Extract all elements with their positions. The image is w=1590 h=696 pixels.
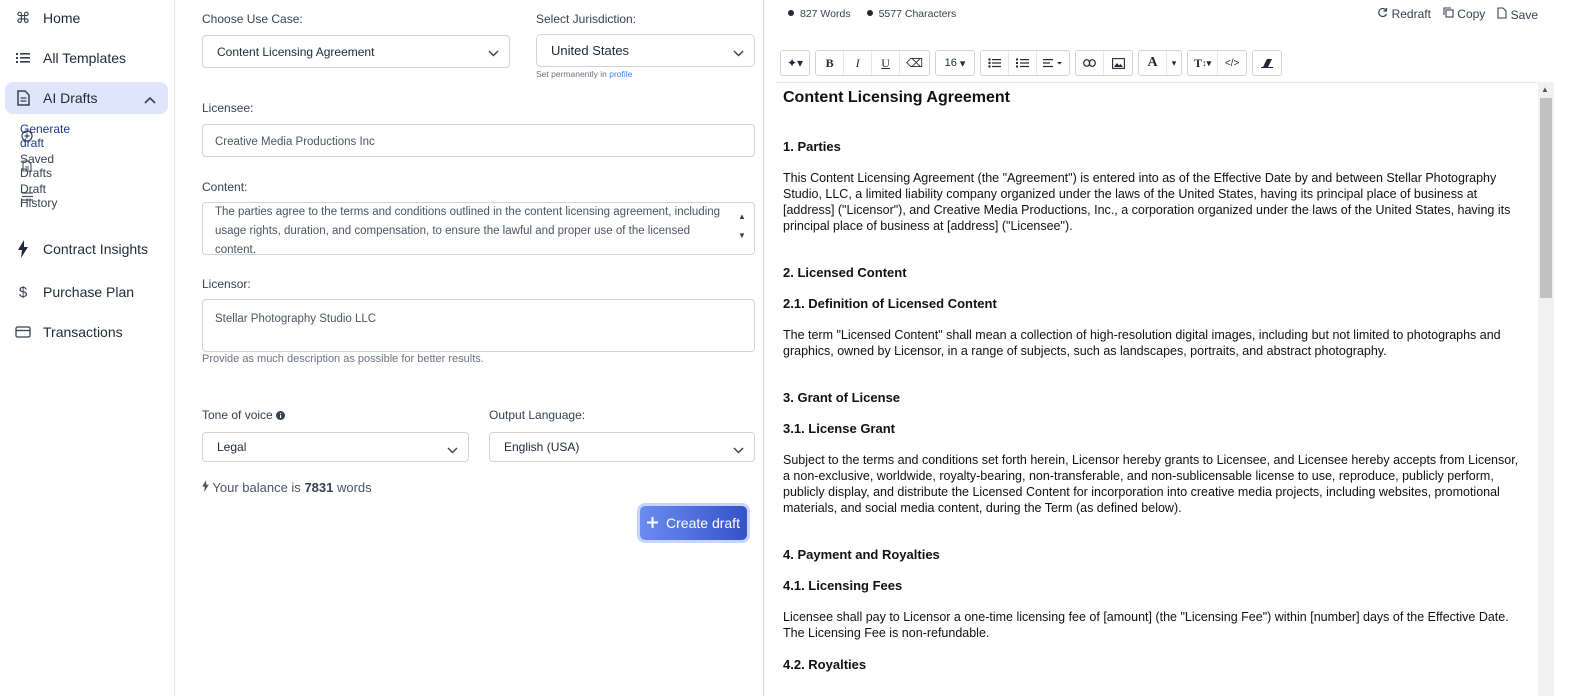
text-color-icon[interactable]: A xyxy=(1139,51,1167,75)
sidebar-item-purchase-plan[interactable] xyxy=(5,276,168,308)
sidebar-item-label: Home xyxy=(43,10,81,26)
tone-label xyxy=(202,408,285,422)
save-button[interactable] xyxy=(1497,7,1538,22)
jurisdiction-hint-text: Set permanently in xyxy=(536,69,607,79)
list-icon xyxy=(13,52,33,64)
word-count xyxy=(788,8,851,20)
text-style-icon[interactable]: T ↕▾ xyxy=(1188,51,1218,75)
balance-value: 7831 xyxy=(304,480,334,495)
document-title: Content Licensing Agreement xyxy=(783,89,1010,106)
licensor-textarea[interactable]: Stellar Photography Studio LLC xyxy=(202,299,755,352)
subsection-heading: 2.1. Definition of Licensed Content xyxy=(783,296,997,311)
sidebar-subitem-label: Generate draft xyxy=(20,122,71,150)
dollar-icon: $ xyxy=(18,283,28,301)
save-label: Save xyxy=(1510,8,1538,22)
toolbar-group-magic xyxy=(780,50,810,76)
jurisdiction-select[interactable] xyxy=(536,34,755,67)
section-heading: 2. Licensed Content xyxy=(783,265,907,280)
sidebar-subitem-label: Saved Drafts xyxy=(20,152,55,180)
use-case-value: Content Licensing Agreement xyxy=(217,44,375,59)
document-stats xyxy=(788,8,956,20)
plus-icon xyxy=(647,515,658,531)
content-label: Content: xyxy=(202,180,248,194)
sidebar xyxy=(0,0,175,696)
jurisdiction-label: Select Jurisdiction: xyxy=(536,12,637,26)
subsection-heading: 4.2. Royalties xyxy=(783,657,867,672)
tone-label-text: Tone of voice xyxy=(202,408,273,422)
sidebar-item-ai-drafts[interactable] xyxy=(5,82,168,114)
sidebar-item-label: Transactions xyxy=(43,324,123,340)
bolt-icon xyxy=(202,480,212,495)
eraser-icon[interactable] xyxy=(1253,51,1281,75)
language-label: Output Language: xyxy=(489,408,586,422)
sidebar-item-label: All Templates xyxy=(43,50,127,66)
redraft-button[interactable] xyxy=(1377,7,1431,22)
paragraph: The term "Licensed Content" shall mean a collection of high-resolution digital images, including but not limited to photographs and graphics, owned by Licensor, in a range of subjects, such as landscapes, portraits, and abstract photography. xyxy=(783,328,1501,358)
licensee-label: Licensee: xyxy=(202,101,254,115)
refresh-icon xyxy=(1377,7,1391,21)
strikethrough-icon[interactable]: ⌫ xyxy=(906,56,924,70)
subsection-heading: 3.1. License Grant xyxy=(783,421,895,436)
create-draft-label: Create draft xyxy=(666,515,740,531)
align-icon[interactable] xyxy=(1037,51,1069,75)
card-icon xyxy=(13,326,33,338)
numbered-list-icon[interactable] xyxy=(1009,51,1037,75)
sidebar-item-transactions[interactable] xyxy=(5,316,168,348)
bullet-list-icon[interactable] xyxy=(981,51,1009,75)
toolbar-group-clear xyxy=(1252,50,1282,76)
use-case-label: Choose Use Case: xyxy=(202,12,303,26)
copy-button[interactable] xyxy=(1443,7,1485,22)
chevron-down-icon xyxy=(733,45,744,60)
toolbar-group-size xyxy=(935,50,975,76)
chevron-down-icon xyxy=(447,443,458,457)
textarea-scrollbar[interactable]: ▲ ▼ xyxy=(738,212,746,240)
jurisdiction-value: United States xyxy=(551,43,630,58)
create-draft-button[interactable] xyxy=(640,506,747,540)
paragraph: This Content Licensing Agreement (the "Agreement") is entered into as of the Effective Date by and between Stellar Photography Studio, LLC, a limited liability company organized under the laws of the United States, having its principal place of business at [address] ("Licensor"), and Creative Media Productions, Inc., a corporation organized under the laws of the United States, having its principal place of business at [address] ("Licensee"). xyxy=(783,171,1511,233)
file-icon xyxy=(1497,8,1510,22)
font-size-value: 16 xyxy=(944,57,957,69)
balance-suffix: words xyxy=(336,480,372,495)
font-size-select[interactable]: 16 ▾ xyxy=(944,57,966,70)
sidebar-subitem-draft-history[interactable] xyxy=(20,182,58,210)
section-heading: 3. Grant of License xyxy=(783,390,901,405)
scrollbar-thumb[interactable] xyxy=(1540,98,1552,298)
sidebar-subitem-saved-drafts[interactable] xyxy=(20,152,55,180)
color-caret-icon[interactable]: ▾ xyxy=(1171,57,1177,68)
underline-icon[interactable]: U xyxy=(872,51,900,75)
sidebar-item-contract-insights[interactable] xyxy=(5,233,168,265)
italic-icon[interactable]: I xyxy=(844,51,872,75)
copy-icon xyxy=(1443,7,1457,21)
paragraph: Subject to the terms and conditions set forth herein, Licensor hereby grants to Licensee, and Licensee hereby accepts from Licensor, a non-exclusive, worldwide, royalty-bearing, non-transferable, and non-sublicensable license to use, reproduce, publicly perform, publicly display, and distribute the Licensed Content for incorporation into creative media projects, including websites, promotional materials, and social media content, during the Term (as defined below). xyxy=(783,453,1519,515)
image-icon[interactable] xyxy=(1104,51,1132,75)
word-count-text: 827 Words xyxy=(800,8,851,20)
tone-select[interactable] xyxy=(202,432,469,462)
scroll-up-icon[interactable]: ▲ xyxy=(1541,85,1549,94)
link-icon[interactable] xyxy=(1076,51,1104,75)
sidebar-item-all-templates[interactable] xyxy=(5,42,168,74)
subsection-heading: 4.1. Licensing Fees xyxy=(783,578,903,593)
toolbar-group-insert xyxy=(1075,50,1133,76)
toolbar-group-format xyxy=(815,50,930,76)
section-heading: 4. Payment and Royalties xyxy=(783,547,940,562)
licensor-label: Licensor: xyxy=(202,277,251,291)
language-select[interactable] xyxy=(489,432,755,462)
toolbar-group-lists xyxy=(980,50,1070,76)
magic-wand-icon[interactable]: ✦▾ xyxy=(787,56,804,70)
document-scrollbar[interactable] xyxy=(1538,82,1554,696)
toolbar-group-color xyxy=(1138,50,1182,76)
tone-value: Legal xyxy=(217,440,247,454)
content-text: The parties agree to the terms and conditions outlined in the content licensing agreement, including usage rights, duration, and compensation, to ensure the lawful and proper use of the licensed content. xyxy=(215,206,721,255)
document-icon xyxy=(13,90,33,106)
sidebar-item-label: Purchase Plan xyxy=(43,284,135,300)
section-heading: 1. Parties xyxy=(783,139,841,154)
balance-prefix: Your balance is xyxy=(212,480,301,495)
sidebar-item-home[interactable] xyxy=(5,2,168,34)
bolt-icon xyxy=(13,240,33,258)
sidebar-item-label: AI Drafts xyxy=(43,90,98,106)
chevron-down-icon xyxy=(733,443,744,457)
language-value: English (USA) xyxy=(504,440,580,454)
toolbar-group-style xyxy=(1187,50,1247,76)
paragraph: Licensee shall pay to Licensor a one-time licensing fee of [amount] (the "Licensing Fee") within [number] days of the Effective Date. The Licensing Fee is non-refundable. xyxy=(783,610,1509,640)
code-icon[interactable]: </> xyxy=(1224,57,1240,69)
sidebar-subitem-generate-draft[interactable] xyxy=(20,122,71,150)
sidebar-subitem-label: Draft History xyxy=(20,182,58,210)
chevron-down-icon xyxy=(488,46,499,60)
redraft-label: Redraft xyxy=(1391,7,1431,21)
copy-label: Copy xyxy=(1457,7,1486,21)
use-case-select[interactable] xyxy=(202,35,510,68)
description-hint: Provide as much description as possible for better results. xyxy=(202,353,484,365)
sidebar-item-label: Contract Insights xyxy=(43,241,149,257)
info-icon[interactable] xyxy=(276,408,285,422)
command-icon: ⌘ xyxy=(15,10,31,27)
profile-link[interactable]: profile xyxy=(609,69,633,79)
character-count-text: 5577 Characters xyxy=(878,8,957,20)
licensee-input[interactable]: Creative Media Productions Inc xyxy=(202,124,755,157)
editor-actions xyxy=(1377,7,1538,22)
bold-icon[interactable]: B xyxy=(816,51,844,75)
document-editor[interactable] xyxy=(776,82,1542,696)
balance-text xyxy=(202,480,372,495)
chevron-up-icon[interactable] xyxy=(144,91,156,107)
editor-toolbar xyxy=(780,50,1282,76)
character-count xyxy=(867,8,957,20)
content-textarea[interactable] xyxy=(202,202,755,255)
jurisdiction-hint xyxy=(536,69,632,79)
